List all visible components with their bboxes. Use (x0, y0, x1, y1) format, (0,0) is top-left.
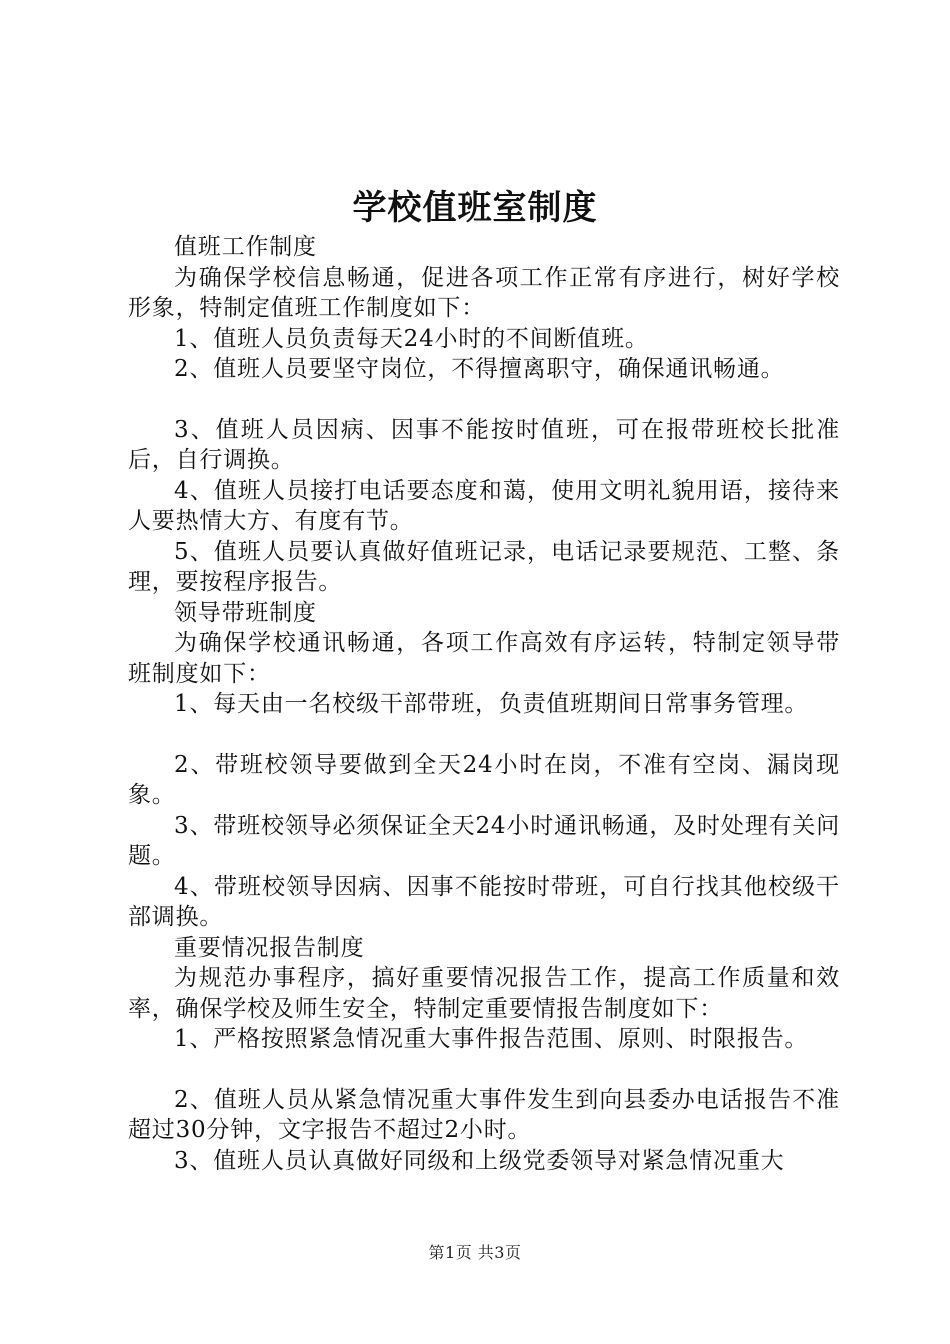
paragraph-duty-intro: 为确保学校信息畅通，促进各项工作正常有序进行，树好学校形象，特制定值班工作制度如下： (128, 264, 840, 321)
page-footer: 第1页 共3页 (428, 1243, 522, 1262)
document-title: 学校值班室制度 (352, 188, 598, 228)
paragraph-duty-item-3: 3、值班人员因病、因事不能按时值班，可在报带班校长批准后，自行调换。 (128, 416, 840, 473)
paragraph-report-item-3: 3、值班人员认真做好同级和上级党委领导对紧急情况重大 (174, 1147, 785, 1174)
paragraph-leader-intro: 为确保学校通讯畅通，各项工作高效有序运转，特制定领导带班制度如下： (128, 630, 840, 687)
paragraph-report-item-2: 2、值班人员从紧急情况重大事件发生到向县委办电话报告不准超过30分钟，文字报告不超过2小时。 (128, 1086, 840, 1143)
paragraph-duty-item-2: 2、值班人员要坚守岗位，不得擅离职守，确保通讯畅通。 (174, 356, 785, 382)
document-body (128, 232, 840, 1176)
paragraph-duty-item-5: 5、值班人员要认真做好值班记录，电话记录要规范、工整、条理，要按程序报告。 (128, 538, 840, 595)
paragraph-report-item-1: 1、严格按照紧急情况重大事件报告范围、原则、时限报告。 (174, 1026, 809, 1052)
paragraph-duty-item-1: 1、值班人员负责每天24小时的不间断值班。 (174, 325, 649, 352)
paragraph-leader-item-2: 2、带班校领导要做到全天24小时在岗，不准有空岗、漏岗现象。 (128, 751, 840, 808)
section-heading-leader: 领导带班制度 (174, 599, 317, 626)
section-heading-duty: 值班工作制度 (174, 234, 317, 260)
section-heading-report: 重要情况报告制度 (174, 934, 365, 961)
paragraph-duty-item-4: 4、值班人员接打电话要态度和蔼，使用文明礼貌用语，接待来人要热情大方、有度有节。 (128, 477, 840, 534)
paragraph-leader-item-4: 4、带班校领导因病、因事不能按时带班，可自行找其他校级干部调换。 (128, 873, 840, 930)
paragraph-leader-item-1: 1、每天由一名校级干部带班，负责值班期间日常事务管理。 (174, 691, 809, 717)
paragraph-leader-item-3: 3、带班校领导必须保证全天24小时通讯畅通，及时处理有关问题。 (128, 812, 840, 869)
paragraph-report-intro: 为规范办事程序，搞好重要情况报告工作，提高工作质量和效率，确保学校及师生安全，特制定重要情报告制度如下： (128, 965, 840, 1022)
